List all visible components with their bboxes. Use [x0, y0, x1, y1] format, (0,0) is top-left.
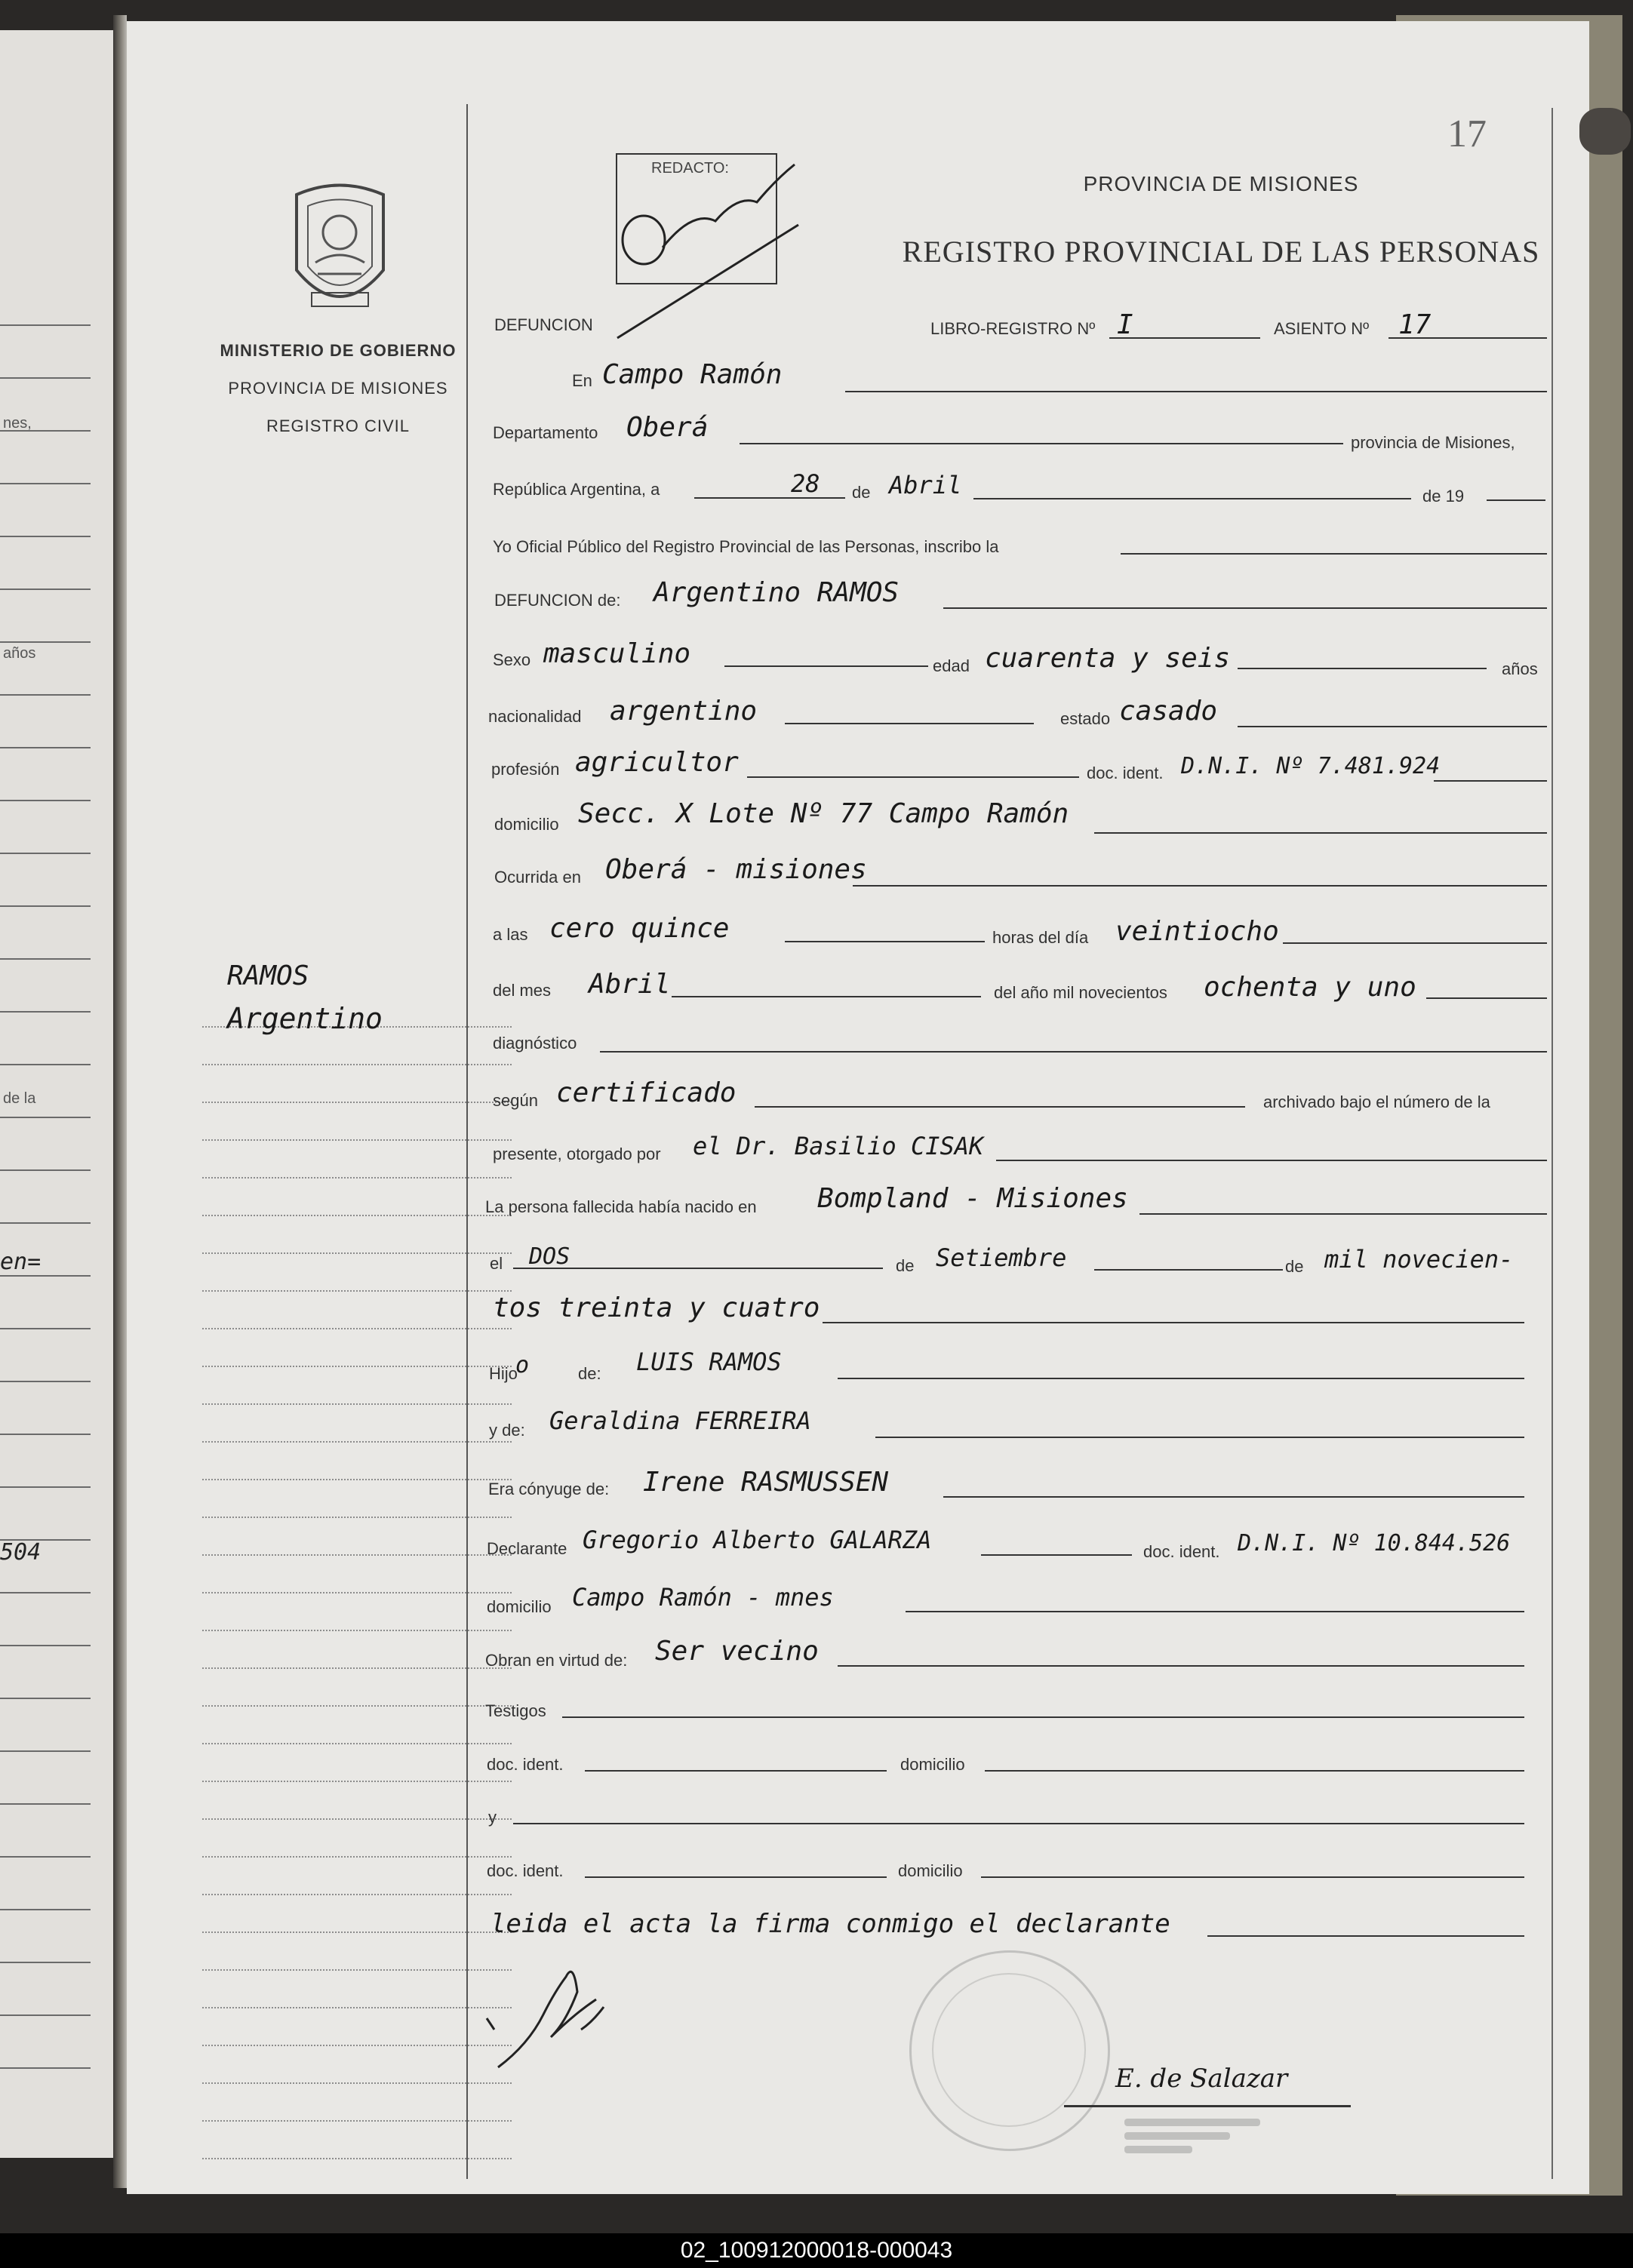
ink-blot: [1579, 108, 1631, 155]
diagnostico-underline: [600, 1051, 1547, 1053]
left-page-line: [0, 1117, 91, 1118]
redacto-signature-icon: [610, 149, 813, 353]
left-page-fragment: años: [3, 645, 36, 662]
official-signature: E. de Salazar: [1115, 2064, 1288, 2094]
margin-dotted-line: [202, 1403, 512, 1405]
conyuge-label: Era cónyuge de:: [488, 1480, 610, 1498]
dia-value: veintiocho: [1115, 916, 1279, 947]
margin-dotted-line: [202, 1818, 512, 1820]
libro-label: LIBRO-REGISTRO Nº: [930, 319, 1096, 338]
left-page-line: [0, 1750, 91, 1752]
registry-seal-inner: [932, 1973, 1086, 2127]
registry-heading: REGISTRO PROVINCIAL DE LAS PERSONAS: [902, 235, 1540, 269]
left-page-line: [0, 536, 91, 537]
margin-dotted-line: [202, 2120, 512, 2122]
en-label: En: [572, 371, 592, 390]
margin-dotted-line: [202, 1517, 512, 1518]
domicilio2-value: Campo Ramón - mnes: [572, 1583, 834, 1612]
left-page-line: [0, 1698, 91, 1699]
margin-dotted-line: [202, 1328, 512, 1329]
margin-surname: RAMOS: [227, 960, 309, 991]
father-underline: [838, 1378, 1524, 1379]
archivado-label: archivado bajo el número de la: [1263, 1093, 1490, 1111]
mes-underline: [672, 996, 981, 997]
nacido-underline: [1139, 1213, 1547, 1215]
left-facing-page: [0, 30, 113, 2158]
ministry-name: MINISTERIO DE GOBIERNO: [220, 341, 457, 360]
margin-dotted-line: [202, 1705, 512, 1707]
de2-label: de: [896, 1256, 915, 1275]
de19-label: de 19: [1422, 487, 1465, 506]
testigos-label: Testigos: [485, 1701, 546, 1720]
closing-underline: [1207, 1935, 1524, 1937]
libro-value: I: [1117, 309, 1133, 340]
dia-underline: [1283, 942, 1547, 944]
margin-dotted-line: [202, 1215, 512, 1216]
left-page-line: [0, 747, 91, 748]
y-underline: [513, 1823, 1524, 1824]
yo-label: Yo Oficial Público del Registro Provincial de las Personas, inscribo la: [493, 537, 999, 556]
left-page-handwriting: 504: [0, 1539, 42, 1566]
conyuge-value: Irene RASMUSSEN: [643, 1467, 889, 1498]
nacionalidad-value: argentino: [610, 696, 758, 727]
left-page-fragment: nes,: [3, 415, 32, 432]
doc4-underline: [585, 1876, 887, 1878]
file-name-bar: 02_100912000018-000043: [0, 2233, 1633, 2268]
domicilio-underline: [1094, 832, 1547, 834]
republica-label: República Argentina, a: [493, 480, 660, 499]
left-page-line: [0, 1486, 91, 1488]
en-value: Campo Ramón: [602, 359, 783, 390]
presente-label: presente, otorgado por: [493, 1145, 661, 1163]
ano-label: del año mil novecientos: [994, 983, 1167, 1002]
profesion-value: agricultor: [575, 747, 739, 778]
segun-value: certificado: [556, 1077, 737, 1108]
margin-dotted-line: [202, 1781, 512, 1782]
day-underline: [694, 497, 845, 499]
left-page-line: [0, 694, 91, 696]
margin-dotted-line: [202, 1667, 512, 1669]
left-page-line: [0, 324, 91, 326]
margin-dotted-line: [202, 1969, 512, 1971]
left-page-line: [0, 958, 91, 960]
profesion-label: profesión: [491, 760, 560, 779]
book-spine: [113, 15, 127, 2188]
sexo-value: masculino: [543, 638, 691, 669]
obran-underline: [838, 1665, 1524, 1667]
birth-year-a-value: mil novecien-: [1324, 1245, 1514, 1274]
left-page-line: [0, 1222, 91, 1224]
diagnostico-label: diagnóstico: [493, 1034, 577, 1053]
margin-dotted-line: [202, 1856, 512, 1858]
deceased-underline: [943, 607, 1547, 609]
docident-value: D.N.I. Nº 7.481.924: [1181, 753, 1441, 779]
de3-label: de: [1285, 1257, 1304, 1276]
estado-label: estado: [1060, 709, 1111, 728]
testigos-underline: [562, 1716, 1524, 1718]
margin-dotted-line: [202, 2158, 512, 2159]
anos-label: años: [1502, 659, 1538, 678]
margin-dotted-line: [202, 1931, 512, 1933]
birth-month-value: Setiembre: [936, 1243, 1067, 1272]
asiento-label: ASIENTO Nº: [1274, 319, 1370, 338]
margin-dotted-line: [202, 1630, 512, 1631]
left-page-line: [0, 853, 91, 854]
declarante-label: Declarante: [487, 1539, 567, 1558]
mother-underline: [875, 1437, 1524, 1438]
dom4-label: domicilio: [898, 1861, 963, 1880]
father-value: LUIS RAMOS: [636, 1348, 782, 1376]
presente-underline: [996, 1160, 1547, 1161]
y-label: y: [488, 1808, 497, 1827]
mother-value: Geraldina FERREIRA: [549, 1406, 811, 1435]
el-label: el: [490, 1254, 503, 1273]
departamento-underline: [740, 443, 1343, 444]
ano-value: ochenta y uno: [1204, 972, 1416, 1003]
ocurrida-underline: [853, 885, 1547, 887]
left-page-line: [0, 2014, 91, 2016]
left-page-line: [0, 1803, 91, 1805]
domicilio2-label: domicilio: [487, 1597, 552, 1616]
asiento-value: 17: [1398, 309, 1432, 340]
birth-year-b-value: tos treinta y cuatro: [493, 1292, 820, 1323]
month-underline: [973, 498, 1411, 499]
right-border: [1552, 108, 1553, 2179]
hijo-label: Hijo: [489, 1364, 518, 1383]
departamento-label: Departamento: [493, 423, 598, 442]
date-de-label: de: [852, 483, 871, 502]
margin-dotted-line: [202, 1554, 512, 1556]
left-page-line: [0, 1645, 91, 1646]
margin-dotted-line: [202, 1064, 512, 1065]
alas-underline: [785, 941, 985, 942]
presente-value: el Dr. Basilio CISAK: [693, 1132, 984, 1160]
alas-label: a las: [493, 925, 528, 944]
margin-dotted-line: [202, 1894, 512, 1895]
official-signature-underline: [1064, 2105, 1351, 2107]
left-page-line: [0, 377, 91, 379]
margin-dotted-line: [202, 1743, 512, 1744]
segun-underline: [755, 1106, 1245, 1108]
ocurrida-label: Ocurrida en: [494, 868, 581, 887]
doc2-value: D.N.I. Nº 10.844.526: [1238, 1530, 1511, 1557]
domicilio2-underline: [906, 1611, 1524, 1612]
estado-value: casado: [1119, 696, 1218, 727]
ministry-block: [180, 332, 497, 445]
official-stamp-text: [1124, 2113, 1290, 2173]
left-page-line: [0, 1381, 91, 1382]
left-page-line: [0, 1011, 91, 1013]
ministry-province: PROVINCIA DE MISIONES: [228, 379, 448, 398]
left-page-line: [0, 589, 91, 590]
edad-label: edad: [933, 656, 970, 675]
year-underline: [1487, 499, 1545, 501]
hijo-de-label: de:: [578, 1364, 601, 1383]
margin-dotted-line: [202, 2007, 512, 2008]
edad-underline: [1238, 668, 1487, 669]
profesion-underline: [747, 776, 1079, 778]
domicilio-value: Secc. X Lote Nº 77 Campo Ramón: [578, 798, 1069, 829]
left-page-line: [0, 1275, 91, 1277]
docident-underline: [1434, 780, 1547, 782]
defuncion-de-label: DEFUNCION de:: [494, 591, 621, 610]
birth-day-value: DOS: [529, 1243, 570, 1270]
left-page-line: [0, 1434, 91, 1435]
left-page-line: [0, 2067, 91, 2069]
left-page-line: [0, 905, 91, 907]
horas-label: horas del día: [992, 928, 1089, 947]
dom3-underline: [985, 1770, 1524, 1772]
left-page-line: [0, 800, 91, 801]
coat-of-arms-icon: [281, 180, 398, 319]
left-page-line: [0, 1169, 91, 1171]
yde-label: y de:: [489, 1421, 525, 1440]
libro-underline: [1109, 337, 1260, 339]
deceased-name-value: Argentino RAMOS: [654, 577, 900, 608]
margin-dotted-line: [202, 1252, 512, 1254]
obran-value: Ser vecino: [655, 1636, 819, 1667]
mes-value: Abril: [589, 969, 671, 1000]
margin-dotted-line: [202, 1177, 512, 1179]
doc4-label: doc. ident.: [487, 1861, 564, 1880]
hijo-suffix: o: [515, 1352, 530, 1378]
nacionalidad-underline: [785, 723, 1034, 724]
mes-label: del mes: [493, 981, 552, 1000]
margin-dotted-line: [202, 2045, 512, 2046]
doc2-label: doc. ident.: [1143, 1542, 1220, 1561]
sexo-underline: [724, 665, 928, 667]
closing-statement: leida el acta la firma conmigo el declarante: [491, 1909, 1170, 1939]
estado-underline: [1238, 726, 1547, 727]
left-page-line: [0, 1328, 91, 1329]
ano-underline: [1426, 997, 1547, 999]
conyuge-underline: [943, 1496, 1524, 1498]
left-page-line: [0, 1064, 91, 1065]
nacionalidad-label: nacionalidad: [488, 707, 582, 726]
margin-dotted-line: [202, 1441, 512, 1443]
doc3-underline: [585, 1770, 887, 1772]
alas-value: cero quince: [549, 913, 730, 944]
sexo-label: Sexo: [493, 650, 531, 669]
birth-month-underline: [1094, 1269, 1283, 1271]
left-page-line: [0, 1856, 91, 1858]
date-month-value: Abril: [889, 471, 962, 499]
margin-dotted-line: [202, 1290, 512, 1292]
declarante-underline: [981, 1554, 1132, 1556]
declarant-signature-icon: [483, 1947, 634, 2082]
dom3-label: domicilio: [900, 1755, 965, 1774]
ministry-registry: REGISTRO CIVIL: [266, 416, 411, 435]
doc3-label: doc. ident.: [487, 1755, 564, 1774]
provincia-label: provincia de Misiones,: [1351, 433, 1515, 452]
margin-dotted-line: [202, 1102, 512, 1103]
margin-dotted-line: [202, 1366, 512, 1367]
birth-day-underline: [513, 1268, 883, 1269]
obran-label: Obran en virtud de:: [485, 1651, 628, 1670]
declarante-value: Gregorio Alberto GALARZA: [583, 1526, 932, 1554]
nacido-value: Bompland - Misiones: [817, 1183, 1128, 1214]
left-page-line: [0, 641, 91, 643]
left-page-fragment: de la: [3, 1090, 36, 1107]
edad-value: cuarenta y seis: [985, 643, 1231, 674]
en-underline: [845, 391, 1547, 392]
left-page-handwriting: en=: [0, 1249, 42, 1275]
dom4-underline: [981, 1876, 1524, 1878]
departamento-value: Oberá: [626, 412, 709, 443]
yo-underline: [1121, 553, 1547, 555]
left-page-line: [0, 1592, 91, 1593]
left-page-line: [0, 1962, 91, 1963]
ocurrida-value: Oberá - misiones: [605, 854, 867, 885]
asiento-underline: [1389, 337, 1547, 339]
segun-label: según: [493, 1091, 538, 1110]
date-day-value: 28: [791, 469, 820, 498]
margin-dotted-line: [202, 1592, 512, 1593]
nacido-label: La persona fallecida había nacido en: [485, 1197, 757, 1216]
domicilio-label: domicilio: [494, 815, 559, 834]
birth-year-underline: [823, 1322, 1524, 1323]
margin-dotted-line: [202, 1139, 512, 1141]
left-page-line: [0, 483, 91, 484]
docident-label: doc. ident.: [1087, 764, 1164, 782]
left-page-line: [0, 1909, 91, 1910]
margin-dotted-line: [202, 1479, 512, 1480]
province-heading: PROVINCIA DE MISIONES: [1083, 172, 1359, 195]
page-number: 17: [1447, 112, 1487, 155]
record-type-label: DEFUNCION: [494, 315, 593, 334]
margin-given-name: Argentino: [227, 1002, 383, 1035]
margin-dotted-line: [202, 2082, 512, 2084]
redacto-label: REDACTO:: [651, 160, 729, 177]
